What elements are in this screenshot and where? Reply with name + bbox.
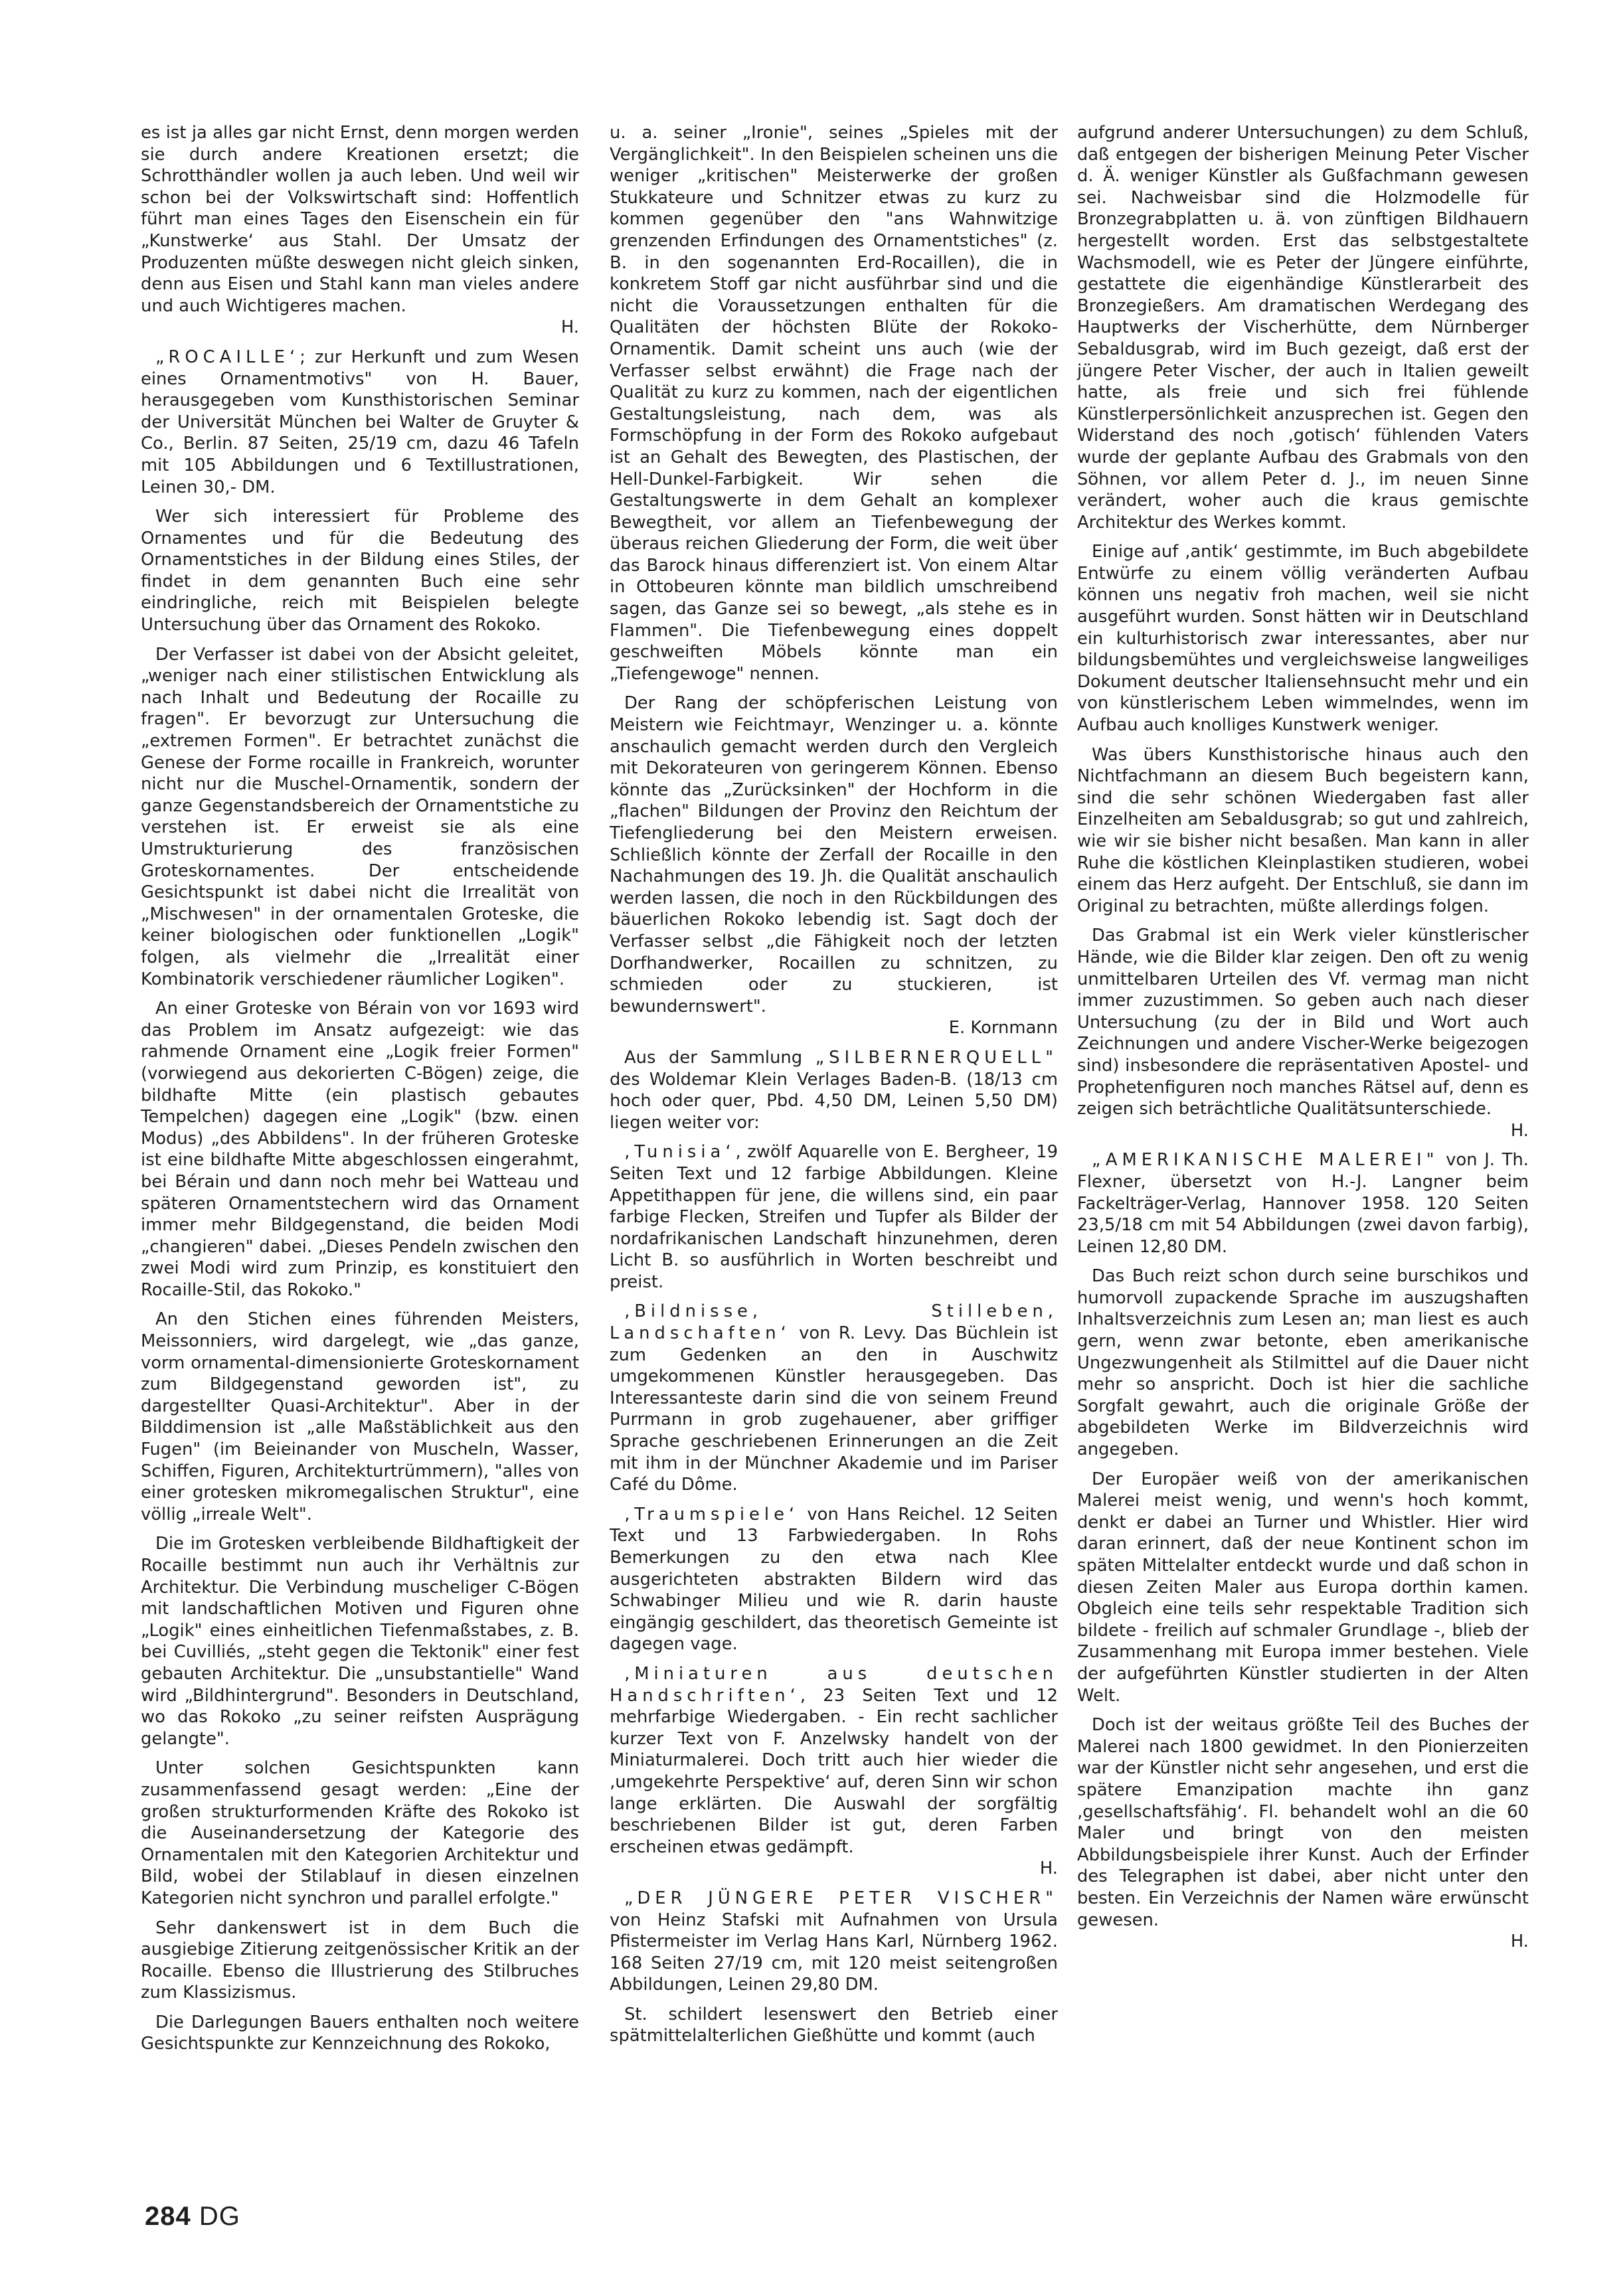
book-title: „ROCAILLE‘	[155, 347, 300, 367]
paragraph: u. a. seiner „Ironie", seines „Spieles mit der Vergänglichkeit". In den Beispielen scheinen uns die weniger „kritischen" Meisterwerke der großen Stukkateure und Schnitzer etwas zu kurz zu kommen gegenüber den "ans Wahnwitzige grenzenden Erfindungen des Ornamentstiches" (z. B. in den sogenannten Erd-Rocaillen), die in konkretem Stoff gar nicht ausführbar sind und die nicht die Voraussetzungen enthalten für die Qualitäten der höchsten Blüte der Rokoko-Ornamentik. Damit scheint uns auch (wie der Verfasser selbst erwähnt) die Frage nach der Qualität zu kurz zu kommen, nach der eigentlichen Gestaltungsleistung, nach dem, was als Formschöpfung in der Form des Rokoko aufgebaut ist an Gehalt des Bewegten, des Plastischen, der Hell-Dunkel-Farbigkeit. Wir sehen die Gestaltungswerte in dem Gehalt an komplexer Bewegtheit, vor allem an Tiefenbewegung der überaus reichen Gliederung der Form, die weit über das Barock hinaus differenziert ist. Von einem Altar in Ottobeuren könnte man bildlich umschreibend sagen, das Ganze sei so bewegt, „als stehe es in Flammen". Die Tiefenbewegung eines doppelt geschweiften Möbels könnte man ein „Tiefengewoge" nennen.	[610, 123, 1058, 684]
review-heading-amerikanische-malerei	[1077, 1149, 1529, 1258]
book-reference: von J. Th. Flexner, übersetzt von H.-J. Langner beim Fackelträger-Verlag, Hannover 1958. 120 Seiten 23,5/18 cm mit 54 Abbildungen (zwei davon farbig), Leinen 12,80 DM.	[1077, 1150, 1529, 1257]
review-tunisia	[610, 1141, 1058, 1293]
paragraph: es ist ja alles gar nicht Ernst, denn morgen werden sie durch andere Kreationen ersetzt; die Schrotthändler wollen ja auch leben. Und weil wir schon bei der Volkswirtschaft sind: Hoffentlich führt man eines Tages den Eisenschein ein für „Kunstwerke‘ aus Stahl. Der Umsatz der Produzenten müßte deswegen nicht gleich sinken, denn aus Eisen und Stahl kann man vieles andere und auch Wichtigeres machen.	[141, 123, 579, 316]
paragraph: Sehr dankenswert ist in dem Buch die ausgiebige Zitierung zeitgenössischer Kritik an der Rocaille. Ebenso die Illustrierung des Stilbruches zum Klassizismus.	[141, 1918, 579, 2003]
book-title: ‚Tunisia‘	[624, 1142, 736, 1163]
review-traumspiele	[610, 1504, 1058, 1655]
column-3	[1077, 122, 1529, 1961]
paragraph: An den Stichen eines führenden Meisters, Meissonniers, wird dargelegt, wie „das ganze, vorm ornamental-dimensionierte Groteskornament zum Bildgegenstand geworden ist", zu dargestellter Quasi-Architektur". Aber in der Bilddimension ist „alle Maßstäblichkeit aus den Fugen" (im Beieinander von Muscheln, Wasser, Schiffen, Figuren, Architekturtrümmern), "alles von einer grotesken mikromegalischen Struktur", eine völlig „irreale Welt".	[141, 1309, 579, 1524]
review-heading-vischer	[610, 1888, 1058, 1996]
journal-abbreviation: DG	[199, 2202, 240, 2231]
review-heading-silberner-quell	[610, 1047, 1058, 1133]
review-text: von Hans Reichel. 12 Seiten Text und 13 Farbwiedergaben. In Rohs Bemerkungen zu den etwa nach Klee ausgerichteten abstrakten Bildern wird das Schwabinger Milieu und wie R. darin hauste eingängig geschildert, das theoretisch Gemeinte ist dagegen vage.	[610, 1504, 1058, 1655]
paragraph: Das Grabmal ist ein Werk vieler künstlerischer Hände, wie die Bilder klar zeigen. Den oft zu wenig unmittelbaren Urteilen des Vf. vermag man nicht immer zuzustimmen. So geben auch nach dieser Untersuchung (zu der in Bild und Wort auch Zeichnungen und andere Vischer-Werke beigezogen sind) insbesondere die repräsentativen Apostel- und Prophetenfiguren noch manches Rätsel auf, denn es zeigen sich beträchtliche Qualitätsunterschiede.	[1077, 926, 1529, 1119]
author-initial: H.	[1510, 1931, 1529, 1952]
author-signature: E. Kornmann	[948, 1018, 1058, 1038]
paragraph: Der Rang der schöpferischen Leistung von Meistern wie Feichtmayr, Wenzinger u. a. könnte anschaulich gemacht werden durch den Vergleich mit Dekorateuren von geringerem Können. Ebenso könnte das „Zurücksinken" der Hochform in die „flachen" Bildungen der Provinz den Reichtum der Tiefengliederung bei den Meistern erweisen. Schließlich könnte der Zerfall der Rocaille in den Nachahmungen des 19. Jh. die Qualität anschaulich werden lassen, die noch in den Rückbildungen des bäuerlichen Rokoko lebendig ist. Sagt doch der Verfasser selbst „die Fähigkeit noch der letzten Dorfhandwerker, Rocaillen zu schnitzen, zu schmieden oder zu stuckieren, ist bewundernswert".	[610, 693, 1058, 1017]
paragraph: St. schildert lesenswert den Betrieb einer spätmittelalterlichen Gießhütte und kommt (auch	[610, 2004, 1058, 2046]
paragraph: Die Darlegungen Bauers enthalten noch weitere Gesichtspunkte zur Kennzeichnung des Rokoko,	[141, 2012, 579, 2054]
review-bildnisse	[610, 1301, 1058, 1495]
book-title: ‚Traumspiele‘	[624, 1504, 800, 1524]
paragraph: Wer sich interessiert für Probleme des Ornamentes und für die Bedeutung des Ornamentstiches in der Bildung eines Stiles, der findet in dem genannten Buch eine sehr eindringliche, reich mit Beispielen belegte Untersuchung über das Ornament des Rokoko.	[141, 507, 579, 635]
page-number: 284	[145, 2202, 191, 2231]
column-2	[610, 122, 1058, 2055]
paragraph: Doch ist der weitaus größte Teil des Buches der Malerei nach 1800 gewidmet. In den Pionierzeiten war der Künstler nicht sehr angesehen, und erst die spätere Emanzipation machte ihn ganz ‚gesellschaftsfähig‘. Fl. behandelt wohl an die 60 Maler und bringt von den meisten Abbildungsbeispiele ihrer Kunst. Auch der Erfinder des Telegraphen ist dabei, aber nicht unter den besten. Ein Verzeichnis der Namen wäre erwünscht gewesen.	[1077, 1715, 1529, 1930]
series-title: „SILBERNERQUELL"	[815, 1047, 1058, 1068]
book-reference: ; zur Herkunft und zum Wesen eines Ornamentmotivs" von H. Bauer, herausgegeben vom Kunsthistorischen Seminar der Universität München bei Walter de Gruyter & Co., Berlin. 87 Seiten, 25/19 cm, dazu 46 Tafeln mit 105 Abbildungen und 6 Textillustrationen, Leinen 30,- DM.	[141, 347, 579, 497]
paragraph: Was übers Kunsthistorische hinaus auch den Nichtfachmann an diesem Buch begeistern kann, sind die sehr schönen Wiedergaben fast aller Einzelheiten am Sebaldusgrab; so gut und zahlreich, wie wir sie bisher nicht besaßen. Man kann in aller Ruhe die köstlichen Kleinplastiken studieren, wobei einem das Herz aufgeht. Der Entschluß, sie dann im Original zu betrachten, müßte allerdings folgen.	[1077, 744, 1529, 916]
book-reference: des Woldemar Klein Verlages Baden-B. (18/13 cm hoch oder quer, Pbd. 4,50 DM, Leinen 5,50 DM) liegen weiter vor:	[610, 1069, 1058, 1133]
book-title: ‚Bildnisse, Stilleben, Landschaften‘	[610, 1301, 1058, 1344]
paragraph: Der Europäer weiß von der amerikanischen Malerei meist wenig, und wenn's hoch kommt, denkt er dabei an Turner und Whistler. Hier wird daran erinnert, daß der neue Kontinent schon im späten Mittelalter entdeckt wurde und daß schon in diesen Zeiten Maler aus Europa dorthin kamen. Obgleich eine teils sehr respektable Tradition sich bildete - freilich auf schmaler Grundlage -, blieb der Zusammenhang mit Europa immer bestehen. Viele der aufgeführten Künstler studierten in der Alten Welt.	[1077, 1469, 1529, 1706]
author-initial: H.	[1510, 1120, 1529, 1141]
paragraph: Unter solchen Gesichtspunkten kann zusammenfassend gesagt werden: „Eine der großen strukturformenden Kräfte des Rokoko ist die Auseinandersetzung der Kategorie des Ornamentalen mit den Kategorien Architektur und Bild, wobei der Stilablauf in diesen einzelnen Kategorien nicht synchron und parallel erfolgte."	[141, 1758, 579, 1908]
review-heading-rocaille	[141, 347, 579, 498]
paragraph: An einer Groteske von Bérain von vor 1693 wird das Problem im Ansatz aufgezeigt: wie das rahmende Ornament eine „Logik freier Formen" (vorwiegend aus dekorierten C-Bögen) zeige, die bildhafte Mitte (ein plastisch gebautes Tempelchen) dagegen eine „Logik" (bzw. einen Modus) „des Abbildens". In der früheren Groteske ist eine bildhafte Mitte abgeschlossen eingerahmt, bei Bérain und dann noch mehr bei Watteau und späteren Ornamentstechern wird das Ornament immer mehr Bildgegenstand, die beiden Modi „changieren" dabei. „Dieses Pendeln zwischen den zwei Modi wird zum Prinzip, es konstituiert den Rocaille-Stil, das Rokoko."	[141, 999, 579, 1300]
review-text: von R. Levy. Das Büchlein ist zum Gedenken an den in Auschwitz umgekommenen Künstler herausgegeben. Das Interessanteste darin sind die von seinem Freund Purrmann in grob zugehauener, aber griffiger Sprache geschriebenen Erinnerungen an die Zeit mit ihm in der Münchner Akademie und im Pariser Café du Dôme.	[610, 1323, 1058, 1495]
paragraph: Der Verfasser ist dabei von der Absicht geleitet, „weniger nach einer stilistischen Entwicklung als nach Inhalt und Bedeutung der Rocaille zu fragen". Er bevorzugt zur Untersuchung die „extremen Formen". Er betrachtet zunächst die Genese der Forme rocaille in Frankreich, worunter nicht nur die Muschel-Ornamentik, sondern der ganze Gegenstandsbereich der Ornamentstiche zu verstehen ist. Er erweist sie als eine Umstrukturierung des französischen Groteskornamentes. Der entscheidende Gesichtspunkt ist dabei nicht die Irrealität von „Mischwesen" in der ornamentalen Groteske, die keiner biologischen oder funktionellen „Logik" folgen, als vielmehr die „Irrealität einer Kombinatorik verschiedener räumlicher Logiken".	[141, 644, 579, 989]
column-1	[141, 122, 579, 2063]
paragraph: Das Buch reizt schon durch seine burschikos und humorvoll zupackende Sprache im auszugshaften Inhaltsverzeichnis zum Lesen an; man liest es auch gern, wenn zwar betonte, eben amerikanische Ungezwungenheit als Stilmittel auf die Dauer nicht mehr so anspricht. Doch ist hier die sachliche Sorgfalt gewahrt, auch die originale Größe der abgebildeten Werke im Bildverzeichnis wird angegeben.	[1077, 1266, 1529, 1460]
book-title: „DER JÜNGERE PETER VISCHER"	[624, 1888, 1058, 1908]
book-title: „AMERIKANISCHE MALEREI"	[1092, 1150, 1439, 1171]
intro-text: Aus der Sammlung	[624, 1047, 815, 1068]
paragraph: aufgrund anderer Untersuchungen) zu dem Schluß, daß entgegen der bisherigen Meinung Peter Vischer d. Ä. weniger Künstler als Gußfachmann gewesen sei. Nachweisbar sind die Holzmodelle für Bronzegrabplatten u. ä. von zünftigen Bildhauern hergestellt worden. Erst das selbstgestaltete Wachsmodell, wie es Peter der Jüngere einführte, gestattete die eigenhändige Künstlerarbeit des Bronzegießers. Am dramatischen Werdegang des Hauptwerks der Vischerhütte, dem Nürnberger Sebaldusgrab, wird im Buch gezeigt, daß erst der jüngere Peter Vischer, der auch in Italien geweilt hatte, als freie und sich frei fühlende Künstlerpersönlichkeit anzusprechen ist. Gegen den Widerstand des noch ‚gotisch‘ fühlenden Vaters wurde der geplante Aufbau des Grabmals von den Söhnen, vor allem Peter d. J., im neuen Sinne verändert, woher auch die kraus gemischte Architektur des Werkes kommt.	[1077, 123, 1529, 533]
review-miniaturen	[610, 1663, 1058, 1858]
review-text: , 23 Seiten Text und 12 mehrfarbige Wiedergaben. - Ein recht sachlicher kurzer Text von F. Anzelwsky handelt von der Miniaturmalerei. Doch tritt auch hier wieder die ‚umgekehrte Perspektive‘ auf, deren Sinn wir schon lange erklärten. Die Auswahl der sorgfältig beschriebenen Bilder ist gut, deren Farben erscheinen etwas gedämpft.	[610, 1685, 1058, 1857]
page-folio	[145, 2202, 240, 2232]
author-initial: H.	[560, 317, 579, 338]
paragraph: Einige auf ‚antik‘ gestimmte, im Buch abgebildete Entwürfe zu einem völlig veränderten Aufbau können uns negativ froh machen, weil sie nicht ausgeführt wurden. Sonst hätten wir in Deutschland ein kulturhistorisch zwar interessantes, aber nur bildungsbemühtes und vergleichsweise langweiliges Dokument deutscher Italiensehnsucht mehr und ein von künstlerischem Leben wimmelndes, wenn im Aufbau auch knolliges Kunstwerk weniger.	[1077, 542, 1529, 736]
review-text: , zwölf Aquarelle von E. Bergheer, 19 Seiten Text und 12 farbige Abbildungen. Kleine Appetithappen für jene, die willens sind, ein paar farbige Flecken, Streifen und Tupfer als Bilder der nordafrikanischen Landschaft hinzunehmen, deren Licht B. so ausführlich in Worten beschreibt und preist.	[610, 1142, 1058, 1292]
author-initial: H.	[1039, 1858, 1058, 1879]
book-reference: von Heinz Stafski mit Aufnahmen von Ursula Pfistermeister im Verlag Hans Karl, Nürnberg 1962. 168 Seiten 27/19 cm, mit 120 meist seitengroßen Abbildungen, Leinen 29,80 DM.	[610, 1910, 1058, 1995]
paragraph: Die im Grotesken verbleibende Bildhaftigkeit der Rocaille bestimmt nun auch ihr Verhältnis zur Architektur. Die Verbindung muscheliger C-Bögen mit landschaftlichen Motiven und Figuren ohne „Logik" eines einheitlichen Tiefenmaßstabes, z. B. bei Cuvilliés, „steht gegen die Tektonik" einer fest gebauten Architektur. Die „unsubstantielle" Wand wird „Bildhintergrund". Besonders in Deutschland, wo das Rokoko „zu seiner reifsten Ausprägung gelangte".	[141, 1534, 579, 1749]
book-title: ‚Miniaturen aus deutschen Handschriften‘	[610, 1663, 1058, 1706]
